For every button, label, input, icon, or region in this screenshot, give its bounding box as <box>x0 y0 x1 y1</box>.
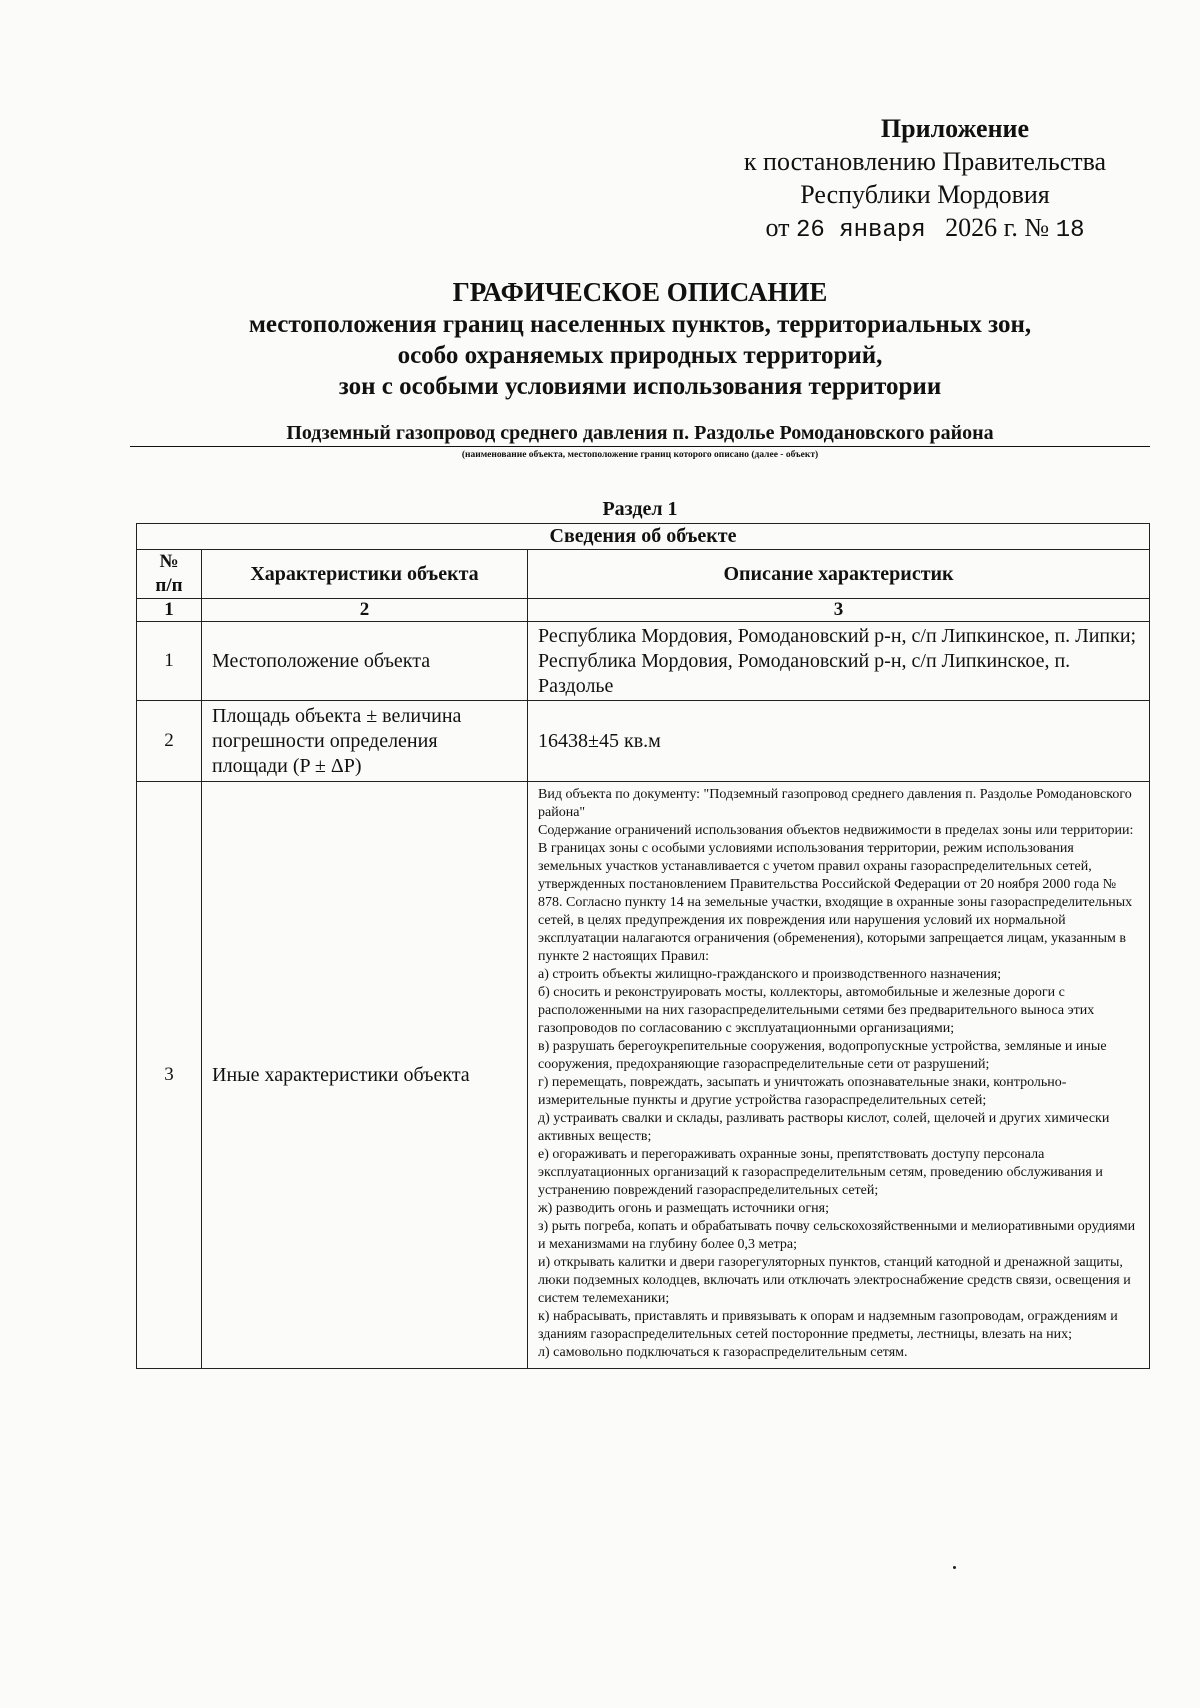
object-caption: (наименование объекта, местоположение границ которого описано (далее - объект) <box>461 450 819 460</box>
appendix-line-1: к постановлению Правительства <box>743 147 1107 176</box>
restriction-item: а) строить объекты жилищно-гражданского и производственного назначения; <box>538 967 1002 982</box>
restriction-item: г) перемещать, повреждать, засыпать и уничтожать опознавательные знаки, контрольно-измерительные пункты и другие устройства газораспределительных сетей; <box>538 1075 1067 1108</box>
table-row <box>137 782 1150 1369</box>
restriction-paragraph: Содержание ограничений использования объектов недвижимости в пределах зоны или территории: В границах зоны с особыми условиями использования территории, режим использования земельных участков устанавливается с учетом правил охраны газораспределительных сетей, утвержденных постановлением Правительства Российской Федерации от 20 ноября 2000 года № 878. Согласно пункту 14 на земельные участки, входящие в охранные зоны газораспределительных сетей, в целях предупреждения их повреждения или нарушения условий их нормальной эксплуатации налагаются ограничения (обременения), которыми запрещается лицам, указанным в пункте 2 настоящих Правил: <box>538 823 1134 964</box>
row-characteristic: Иные характеристики объекта <box>202 782 528 1369</box>
appendix-date <box>700 211 1150 247</box>
appendix-line-2: Республики Мордовия <box>800 180 1050 209</box>
restriction-item: л) самовольно подключаться к газораспределительным сетям. <box>538 1345 908 1360</box>
appendix-title: Приложение <box>880 114 1030 143</box>
row-description-restrictions <box>528 782 1150 1369</box>
document-number: 18 <box>1055 217 1085 244</box>
heading-line-3: зон с особыми условиями использования территории <box>338 373 942 400</box>
row-number: 1 <box>137 622 202 701</box>
row-number: 3 <box>137 782 202 1369</box>
column-numbers-row <box>137 599 1150 622</box>
table-title-row <box>137 524 1150 550</box>
restriction-item: и) открывать калитки и двери газорегуляторных пунктов, станций катодной и дренажной защиты, люки подземных колодцев, включать или отключать электроснабжение средств связи, освещения и систем телемеханики; <box>538 1255 1131 1306</box>
col-header-number: № п/п <box>137 550 202 599</box>
restriction-item: в) разрушать берегоукрепительные сооружения, водопропускные устройства, земляные и иные сооружения, предохраняющие газораспределительные сети от разрушений; <box>538 1039 1107 1072</box>
restriction-item: ж) разводить огонь и размещать источники огня; <box>538 1201 829 1216</box>
restriction-item: е) огораживать и перегораживать охранные зоны, препятствовать доступу персонала эксплуатационных организаций к газораспределительным сетям, проведению обслуживания и устранению повреждений газораспределительных сетей; <box>538 1147 1103 1198</box>
object-name: Подземный газопровод среднего давления п. Раздолье Ромодановского района <box>130 421 1150 447</box>
row-characteristic: Площадь объекта ± величина погрешности определения площади (P ± ΔP) <box>202 701 528 782</box>
table-header-row <box>137 550 1150 599</box>
restriction-item: з) рыть погреба, копать и обрабатывать почву сельскохозяйственными и мелиоративными орудиями и механизмами на глубину более 0,3 метра; <box>538 1219 1136 1252</box>
document-heading <box>130 275 1150 402</box>
col-number-3: 3 <box>528 599 1150 622</box>
restriction-item: б) сносить и реконструировать мосты, коллекторы, автомобильные и железные дороги с расположенными на них газораспределительными сетями без предварительного выноса этих газопроводов по согласованию с эксплуатационными организациями; <box>538 985 1095 1036</box>
restriction-item: к) набрасывать, приставлять и привязывать к опорам и надземным газопроводам, ограждениям и зданиям газораспределительных сетей посторонние предметы, лестницы, влезать на них; <box>538 1309 1118 1342</box>
row-characteristic: Местоположение объекта <box>202 622 528 701</box>
table-row <box>137 701 1150 782</box>
row-description: 16438±45 кв.м <box>528 701 1150 782</box>
object-info-table <box>136 523 1150 1369</box>
col-header-description: Описание характеристик <box>528 550 1150 599</box>
date-prefix: от <box>765 213 790 242</box>
row-description: Республика Мордовия, Ромодановский р-н, с/п Липкинское, п. Липки; Республика Мордовия, Ромодановский р-н, с/п Липкинское, п. Раздолье <box>528 622 1150 701</box>
table-row <box>137 622 1150 701</box>
section-label: Раздел 1 <box>602 498 678 520</box>
appendix-block <box>700 112 1150 247</box>
row-number: 2 <box>137 701 202 782</box>
restriction-item: д) устраивать свалки и склады, разливать растворы кислот, солей, щелочей и других химически активных веществ; <box>538 1111 1110 1144</box>
heading-line-2: особо охраняемых природных территорий, <box>397 342 883 369</box>
col-header-characteristic: Характеристики объекта <box>202 550 528 599</box>
col-number-1: 1 <box>137 599 202 622</box>
table-title: Сведения об объекте <box>137 524 1150 550</box>
scan-speck <box>953 1566 956 1569</box>
col-number-2: 2 <box>202 599 528 622</box>
restriction-paragraph: Вид объекта по документу: "Подземный газопровод среднего давления п. Раздолье Ромодановского района" <box>538 787 1132 820</box>
date-year: 2026 г. № <box>945 213 1050 242</box>
heading-line-1: местоположения границ населенных пунктов, территориальных зон, <box>248 311 1032 338</box>
date-day-month: 26 января <box>796 217 926 244</box>
heading-title: ГРАФИЧЕСКОЕ ОПИСАНИЕ <box>452 277 828 307</box>
